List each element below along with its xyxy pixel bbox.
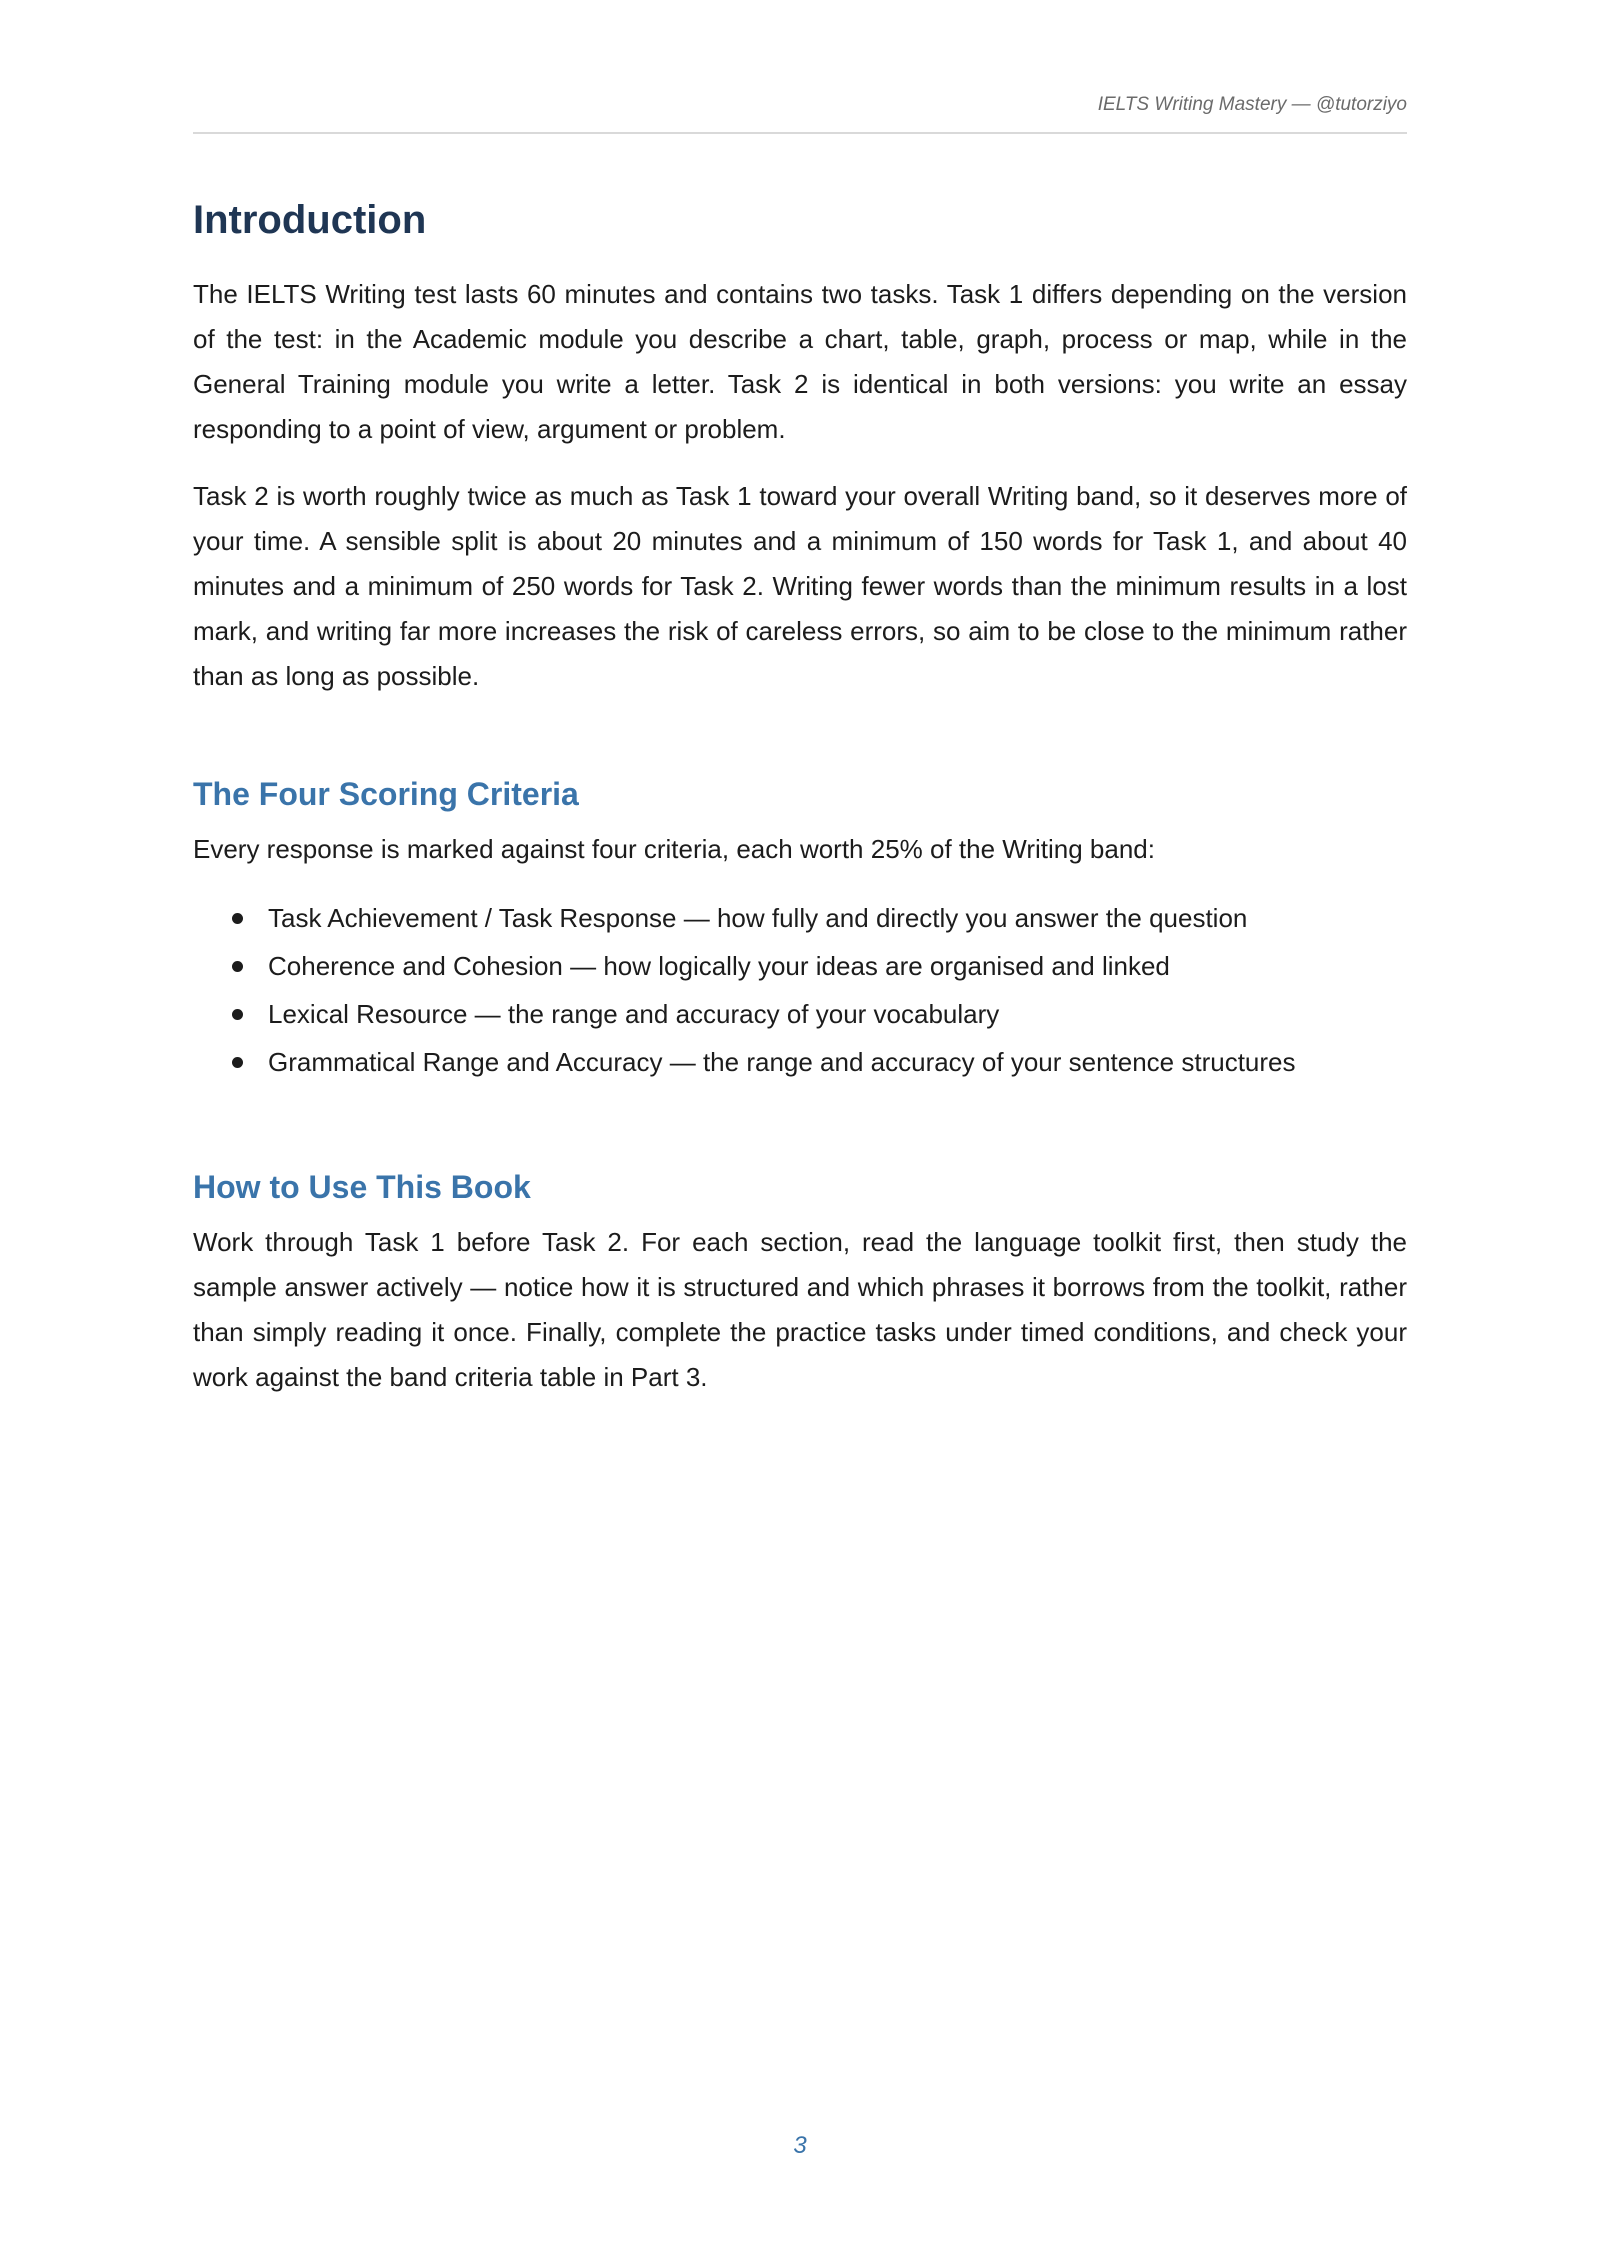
page-content [193, 190, 1407, 1422]
bullet-icon [232, 1009, 243, 1020]
intro-paragraph-2: Task 2 is worth roughly twice as much as Task 1 toward your overall Writing band, so it deserves more of your time. A sensible split is about 20 minutes and a minimum of 150 words for Task 1, and about 40 minutes and a minimum of 250 words for Task 2. Writing fewer words than the minimum results in a lost mark, and writing far more increases the risk of careless errors, so aim to be close to the minimum rather than as long as possible. [193, 481, 1407, 691]
section-title-criteria: The Four Scoring Criteria [193, 776, 579, 812]
list-item-text: Task Achievement / Task Response — how fully and directly you answer the question [268, 903, 1248, 933]
spacer [193, 1086, 1407, 1164]
page-number: 3 [793, 2132, 807, 2159]
list-item [268, 942, 1407, 990]
section-title-introduction: Introduction [193, 198, 427, 242]
criteria-list [193, 894, 1407, 1086]
list-item-text: Grammatical Range and Accuracy — the range and accuracy of your sentence structures [268, 1047, 1296, 1077]
running-header: IELTS Writing Mastery — @tutorziyo [193, 94, 1407, 134]
usage-paragraph: Work through Task 1 before Task 2. For each section, read the language toolkit first, then study the sample answer actively — notice how it is structured and which phrases it borrows from the toolkit, rather than simply reading it once. Finally, complete the practice tasks under timed conditions, and check your work against the band criteria table in Part 3. [193, 1227, 1407, 1392]
criteria-lead: Every response is marked against four criteria, each worth 25% of the Writing band: [193, 834, 1155, 864]
list-item-text: Lexical Resource — the range and accuracy of your vocabulary [268, 999, 1000, 1029]
intro-paragraph-1: The IELTS Writing test lasts 60 minutes and contains two tasks. Task 1 differs depending on the version of the test: in the Academic module you describe a chart, table, graph, process or map, while in the General Training module you write a letter. Task 2 is identical in both versions: you write an essay responding to a point of view, argument or problem. [193, 279, 1407, 444]
bullet-icon [232, 913, 243, 924]
list-item [268, 990, 1407, 1038]
list-item [268, 894, 1407, 942]
section-title-usage: How to Use This Book [193, 1169, 531, 1205]
spacer [193, 721, 1407, 771]
bullet-icon [232, 961, 243, 972]
list-item [268, 1038, 1407, 1086]
bullet-icon [232, 1057, 243, 1068]
list-item-text: Coherence and Cohesion — how logically your ideas are organised and linked [268, 951, 1170, 981]
